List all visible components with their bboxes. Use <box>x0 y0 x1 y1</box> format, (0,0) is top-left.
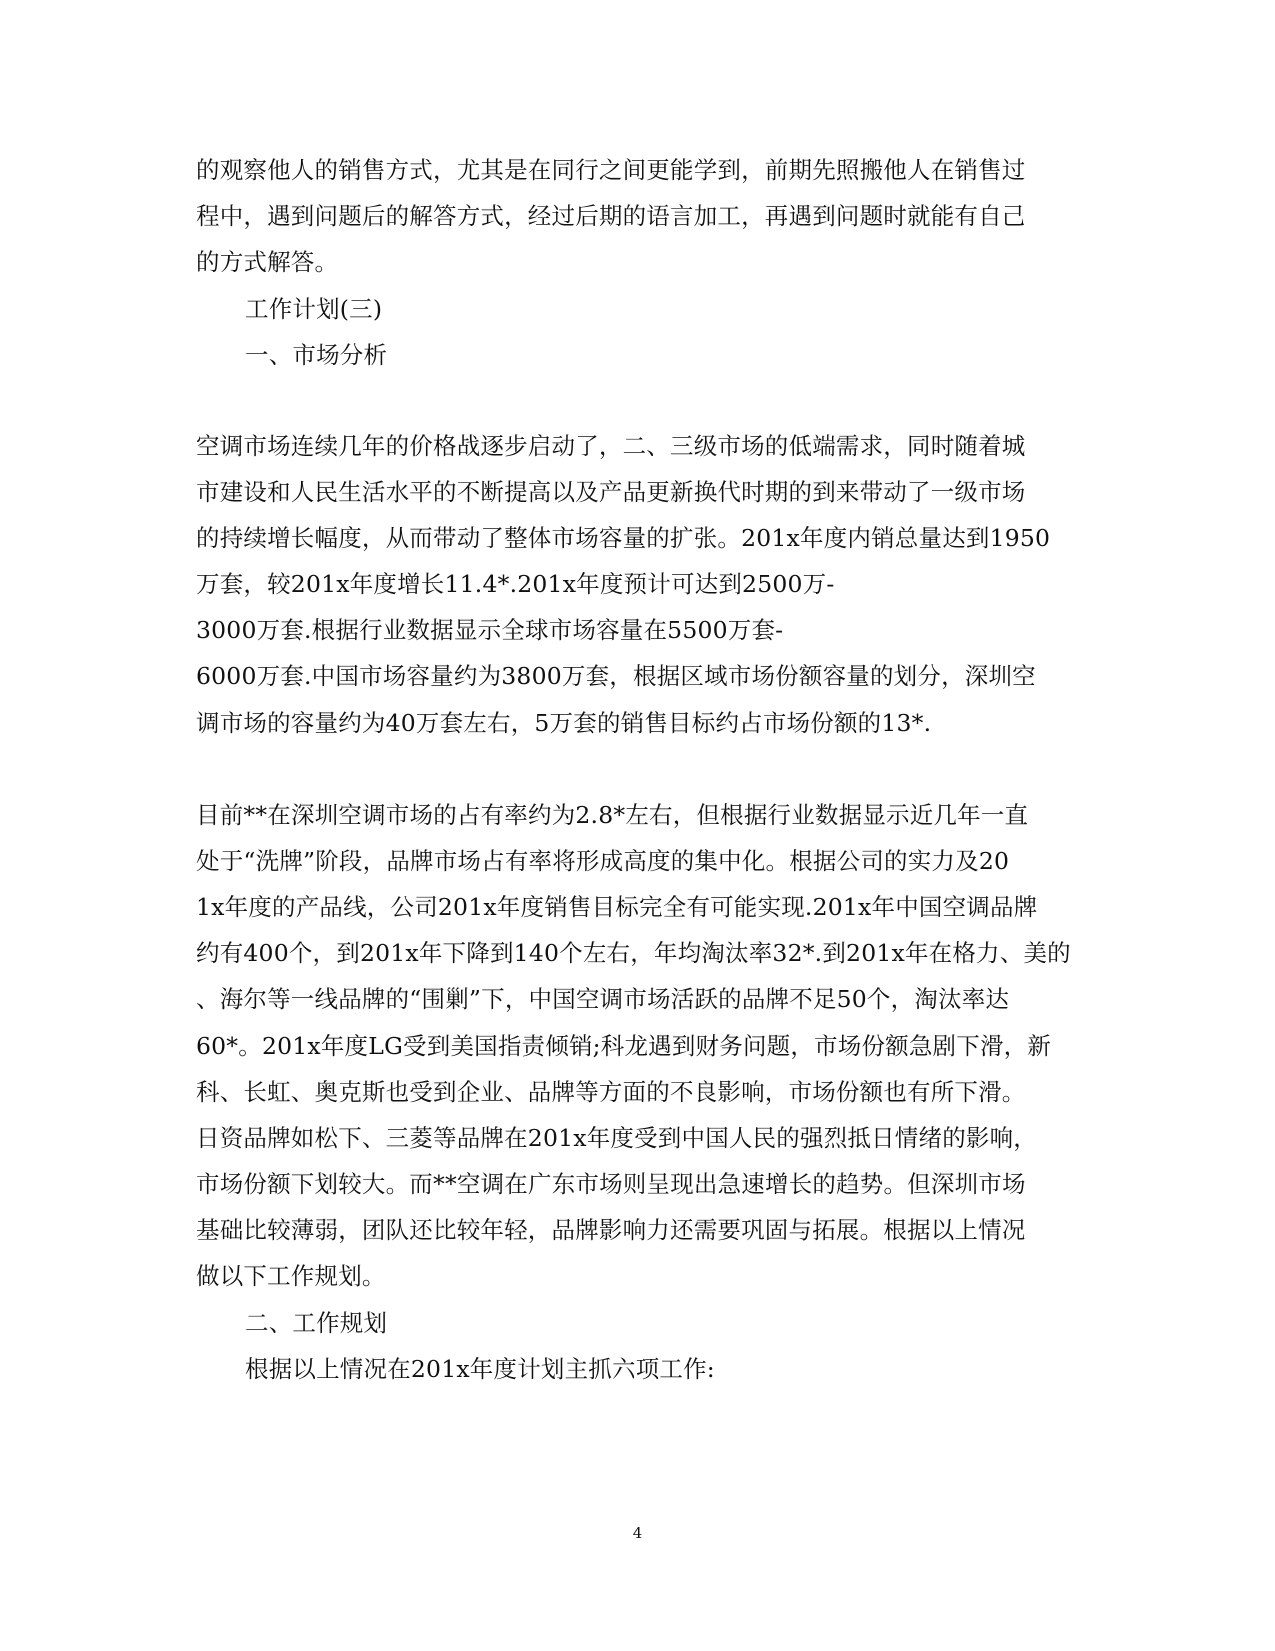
body-text-line: 目前**在深圳空调市场的占有率约为2.8*左右，但根据行业数据显示近几年一直 <box>196 801 1029 829</box>
body-text-line: 3000万套.根据行业数据显示全球市场容量在5500万套- <box>196 616 784 644</box>
body-text-line: 1x年度的产品线，公司201x年度销售目标完全有可能实现.201x年中国空调品牌 <box>196 893 1038 921</box>
body-text-line: 万套，较201x年度增长11.4*.201x年度预计可达到2500万- <box>196 570 835 598</box>
body-text-line: 基础比较薄弱，团队还比较年轻，品牌影响力还需要巩固与拓展。根据以上情况 <box>196 1216 1026 1244</box>
body-text-line: 约有400个，到201x年下降到140个左右，年均淘汰率32*.到201x年在格力、美的 <box>196 939 1071 967</box>
body-text-line: 、海尔等一线品牌的“围剿”下，中国空调市场活跃的品牌不足50个，淘汰率达 <box>196 985 1010 1013</box>
body-text-line: 调市场的容量约为40万套左右，5万套的销售目标约占市场份额的13*. <box>196 709 932 737</box>
body-text-line: 市场份额下划较大。而**空调在广东市场则呈现出急速增长的趋势。但深圳市场 <box>196 1170 1026 1198</box>
body-text-line: 科、长虹、奥克斯也受到企业、品牌等方面的不良影响，市场份额也有所下滑。 <box>196 1078 1026 1106</box>
body-text-line: 60*。201x年度LG受到美国指责倾销;科龙遇到财务问题，市场份额急剧下滑，新 <box>196 1032 1052 1060</box>
body-text-line: 的持续增长幅度，从而带动了整体市场容量的扩张。201x年度内销总量达到1950 <box>196 524 1051 552</box>
section-intro-text: 根据以上情况在201x年度计划主抓六项工作: <box>245 1355 715 1383</box>
body-text-line: 程中，遇到问题后的解答方式，经过后期的语言加工，再遇到问题时就能有自己 <box>196 202 1026 230</box>
body-text-line: 做以下工作规划。 <box>196 1262 386 1290</box>
section-heading-market-analysis: 一、市场分析 <box>245 341 388 369</box>
body-text-line: 的观察他人的销售方式，尤其是在同行之间更能学到，前期先照搬他人在销售过 <box>196 156 1026 184</box>
body-text-line: 的方式解答。 <box>196 248 339 276</box>
section-heading-work-plan: 二、工作规划 <box>245 1309 388 1337</box>
page-number: 4 <box>632 1524 643 1542</box>
body-text-line: 空调市场连续几年的价格战逐步启动了，二、三级市场的低端需求，同时随着城 <box>196 432 1026 460</box>
body-text-line: 市建设和人民生活水平的不断提高以及产品更新换代时期的到来带动了一级市场 <box>196 478 1026 506</box>
body-text-line: 6000万套.中国市场容量约为3800万套，根据区域市场份额容量的划分，深圳空 <box>196 662 1036 690</box>
body-text-line: 处于“洗牌”阶段，品牌市场占有率将形成高度的集中化。根据公司的实力及20 <box>196 847 1010 875</box>
body-text-line: 日资品牌如松下、三菱等品牌在201x年度受到中国人民的强烈抵日情绪的影响， <box>196 1124 1038 1152</box>
plan-title: 工作计划(三) <box>245 295 383 323</box>
